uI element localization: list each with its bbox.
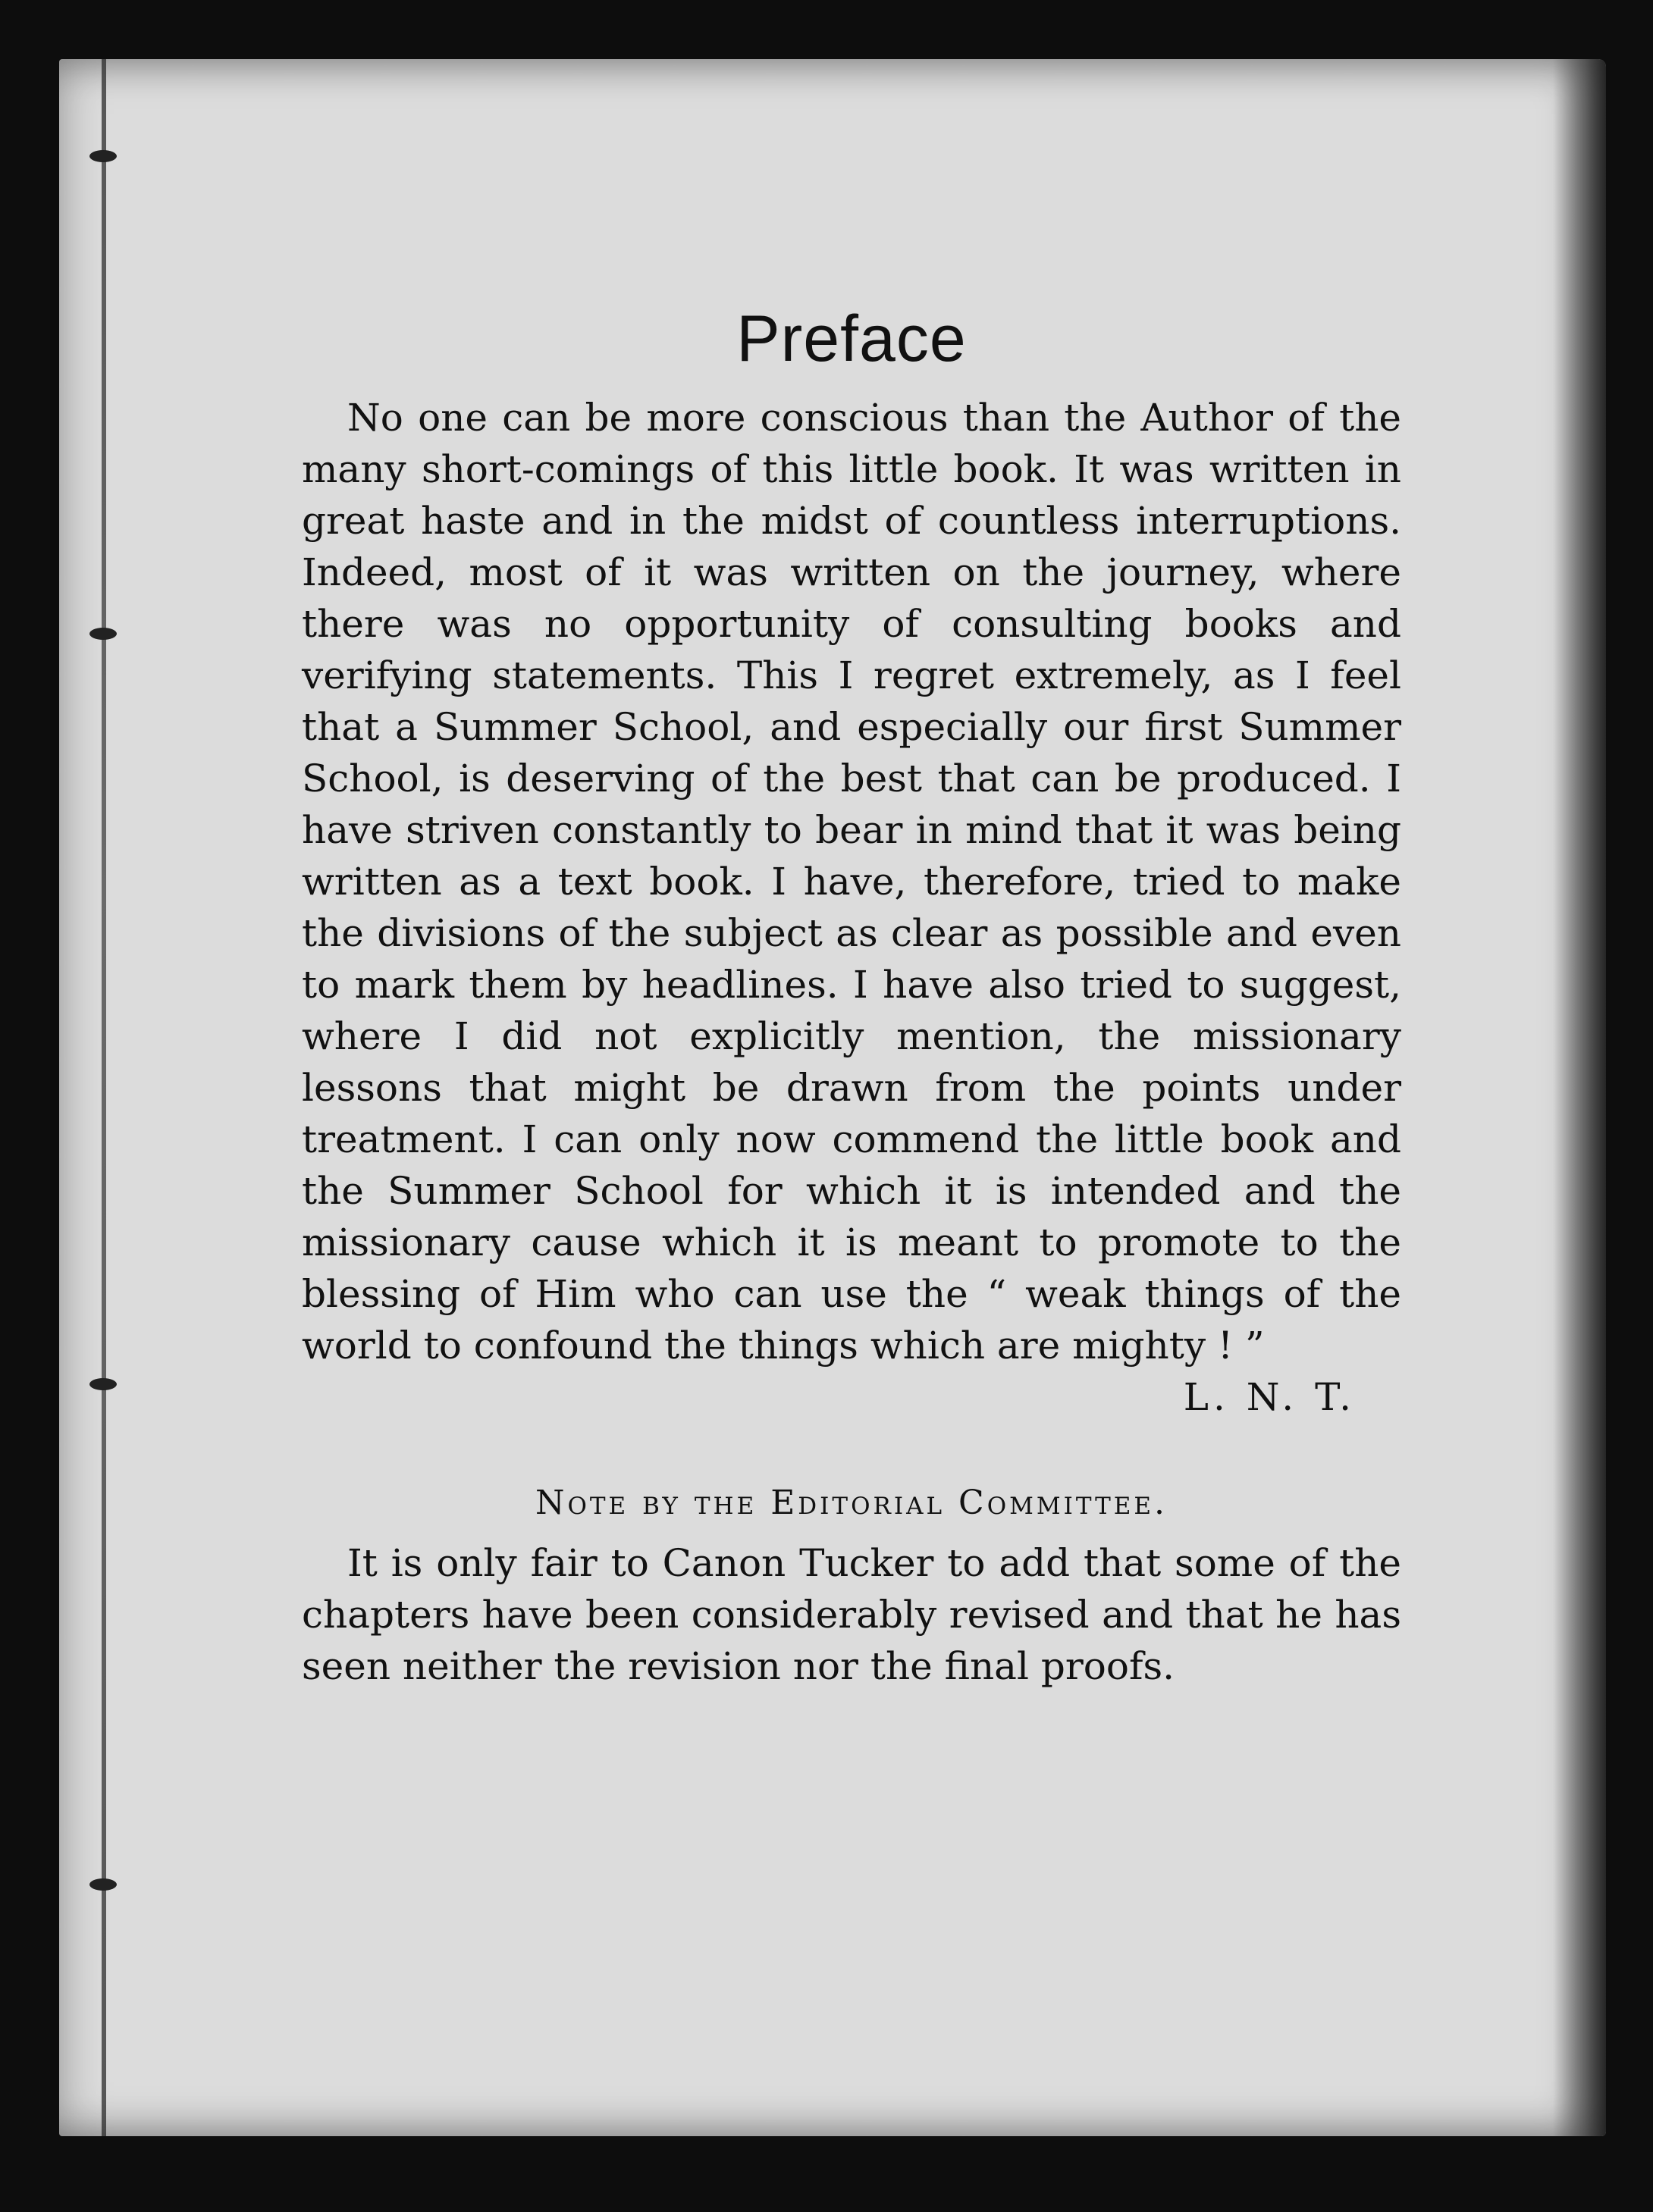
note-paragraph: It is only fair to Canon Tucker to add that some of the chapters have been considerably revised and that he has seen neither the revision nor the final proofs.: [302, 1541, 1401, 1688]
book-page: [59, 59, 1606, 2136]
author-signature: L. N. T.: [1183, 1375, 1356, 1419]
binding-stitch: [89, 150, 117, 162]
preface-paragraph: No one can be more conscious than the Author of the many short-comings of this little book. It was written in great haste and in the midst of countless interruptions. Indeed, most of it was written on the journey, where there was no opportunity of consulting books and verifying statements. This I regret extremely, as I feel that a Summer School, and especially our first Summer School, is deserving of the best that can be produced. I have striven constantly to bear in mind that it was being written as a text book. I have, therefore, tried to make the divisions of the subject as clear as possible and even to mark them by headlines. I have also tried to suggest, where I did not explicitly mention, the missionary lessons that might be drawn from the points under treatment. I can only now commend the little book and the Summer School for which it is intended and the missionary cause which it is meant to promote to the blessing of Him who can use the “ weak things of the world to confound the things which are mighty ! ”: [302, 396, 1401, 1368]
page-title: Preface: [736, 302, 967, 375]
binding-stitch: [89, 1378, 117, 1390]
page-content: [302, 302, 1401, 1692]
page-edge-shadow: [1553, 59, 1606, 2136]
binding-edge: [102, 59, 106, 2136]
binding-stitch: [89, 628, 117, 640]
note-heading: Note by the Editorial Committee.: [535, 1484, 1168, 1522]
binding-stitch: [89, 1878, 117, 1891]
